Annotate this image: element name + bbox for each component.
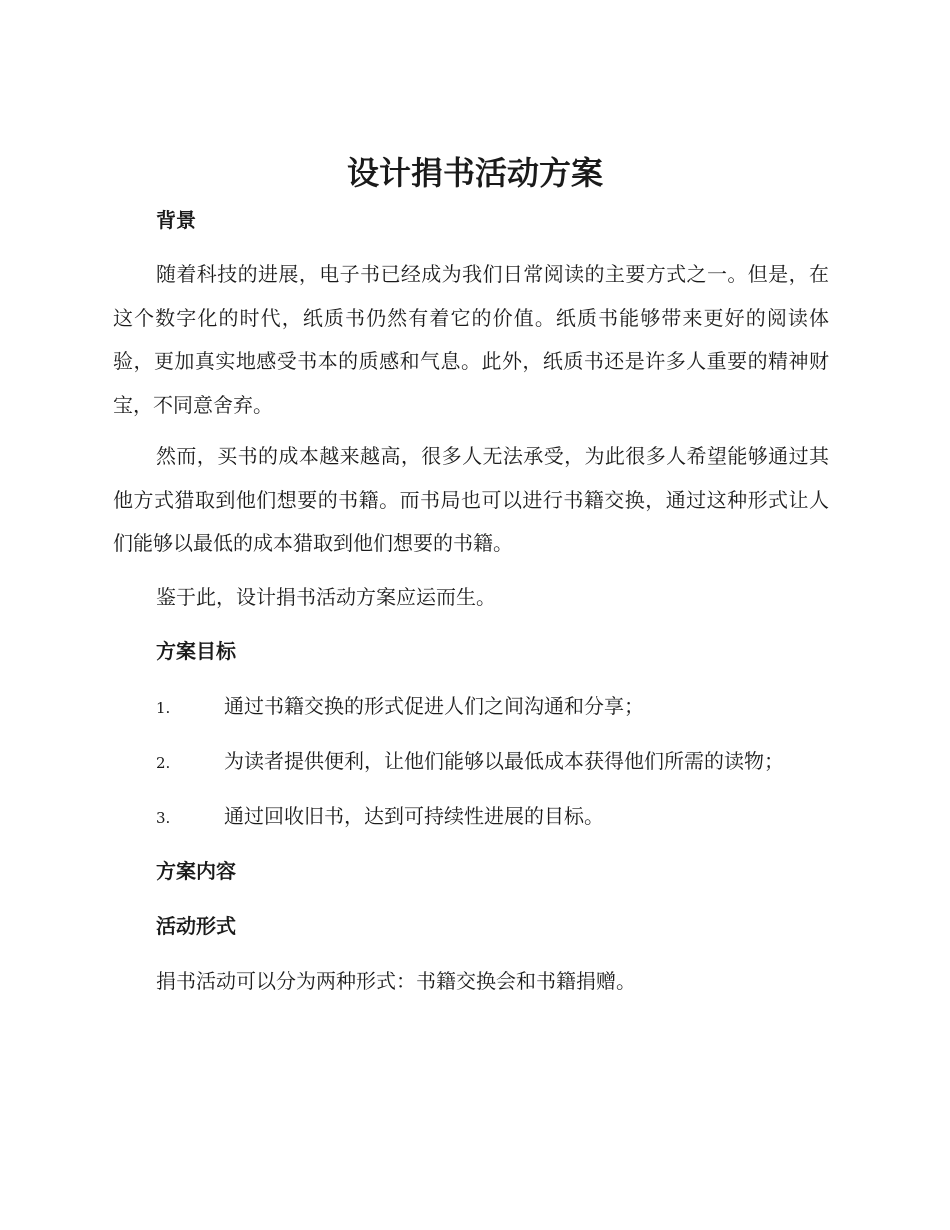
- paragraph-background-2: 然而，买书的成本越来越高，很多人无法承受，为此很多人希望能够通过其他方式猎取到他们想要的书籍。而书局也可以进行书籍交换，通过这种形式让人们能够以最低的成本猎取到他们想要的书籍。: [113, 444, 829, 555]
- paragraph-activity-form: 捐书活动可以分为两种形式：书籍交换会和书籍捐赠。: [156, 969, 636, 993]
- goal-text: 通过回收旧书，达到可持续性进展的目标。: [224, 804, 604, 828]
- goal-number: 3.: [156, 809, 171, 827]
- heading-goals: 方案目标: [156, 639, 236, 663]
- paragraph-background-3: 鉴于此，设计捐书活动方案应运而生。: [156, 585, 496, 609]
- goal-text: 为读者提供便利，让他们能够以最低成本获得他们所需的读物；: [224, 749, 784, 773]
- paragraph-background-1: 随着科技的进展，电子书已经成为我们日常阅读的主要方式之一。但是，在这个数字化的时代，纸质书仍然有着它的价值。纸质书能够带来更好的阅读体验，更加真实地感受书本的质感和气息。此外，纸质书还是许多人重要的精神财宝，不同意舍弃。: [113, 262, 829, 417]
- heading-content: 方案内容: [156, 859, 236, 883]
- goal-number: 2.: [156, 754, 171, 772]
- goal-number: 1.: [156, 699, 171, 717]
- goal-text: 通过书籍交换的形式促进人们之间沟通和分享；: [224, 694, 644, 718]
- heading-activity-form: 活动形式: [156, 914, 236, 938]
- document-title: 设计捐书活动方案: [346, 154, 603, 192]
- heading-background: 背景: [156, 208, 196, 232]
